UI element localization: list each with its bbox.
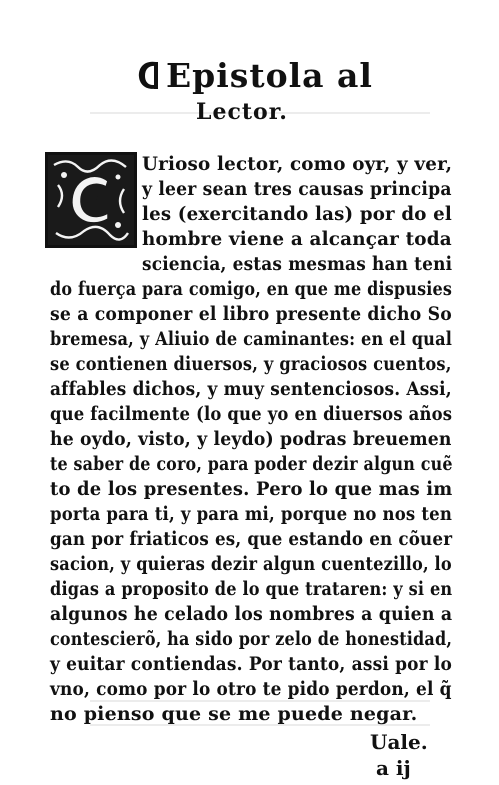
text-line: bremesa, y Aliuio de caminantes: en el qual xyxy=(50,328,453,350)
text-line: contescierõ, ha sido por zelo de honestidad, xyxy=(50,628,453,650)
text-line: sciencia, estas mesmas han teni xyxy=(142,253,453,275)
text-line: affables dichos, y muy sentenciosos. Assi, xyxy=(50,378,452,400)
signature-mark: a ij xyxy=(376,756,411,780)
text-line: sacion, y quieras dezir algun cuentezillo, lo xyxy=(50,553,452,575)
text-line: no pienso que se me puede negar. xyxy=(50,703,418,725)
text-line: les (exercitando las) por do el xyxy=(142,203,452,225)
text-line: te saber de coro, para poder dezir algun cuẽ xyxy=(50,453,453,475)
text-line: vno, como por lo otro te pido perdon, el q̃ xyxy=(50,678,452,700)
text-line: algunos he celado los nombres a quien a xyxy=(50,603,453,625)
closing-word: Uale. xyxy=(370,730,428,754)
text-line: se a componer el libro presente dicho So xyxy=(50,303,452,325)
text-line: que facilmente (lo que yo en diuersos años xyxy=(50,403,453,425)
text-line: y euitar contiendas. Por tanto, assi por lo xyxy=(50,653,453,675)
decorated-initial xyxy=(45,152,137,248)
pilcrow-ornament-icon xyxy=(136,58,162,92)
text-line: do fuerça para comigo, en que me dispusies xyxy=(50,278,453,300)
text-line: he oydo, visto, y leydo) podras breuemen xyxy=(50,428,452,450)
title-text: Epistola al xyxy=(166,56,373,95)
decorated-initial-c-icon xyxy=(48,155,134,245)
text-line: to de los presentes. Pero lo que mas im xyxy=(50,478,453,500)
text-line: hombre viene a alcançar toda xyxy=(142,228,452,250)
page-title xyxy=(136,56,373,95)
text-line: porta para ti, y para mi, porque no nos ten xyxy=(50,503,453,525)
text-line: y leer sean tres causas principa xyxy=(142,178,452,200)
text-line: gan por friaticos es, que estando en cõuer xyxy=(50,528,453,550)
text-line: Urioso lector, como oyr, y ver, xyxy=(142,153,453,175)
text-line: se contienen diuersos, y graciosos cuentos, xyxy=(50,353,452,375)
page-subtitle: Lector. xyxy=(196,99,288,125)
text-line: digas a proposito de lo que trataren: y si en xyxy=(50,578,453,600)
